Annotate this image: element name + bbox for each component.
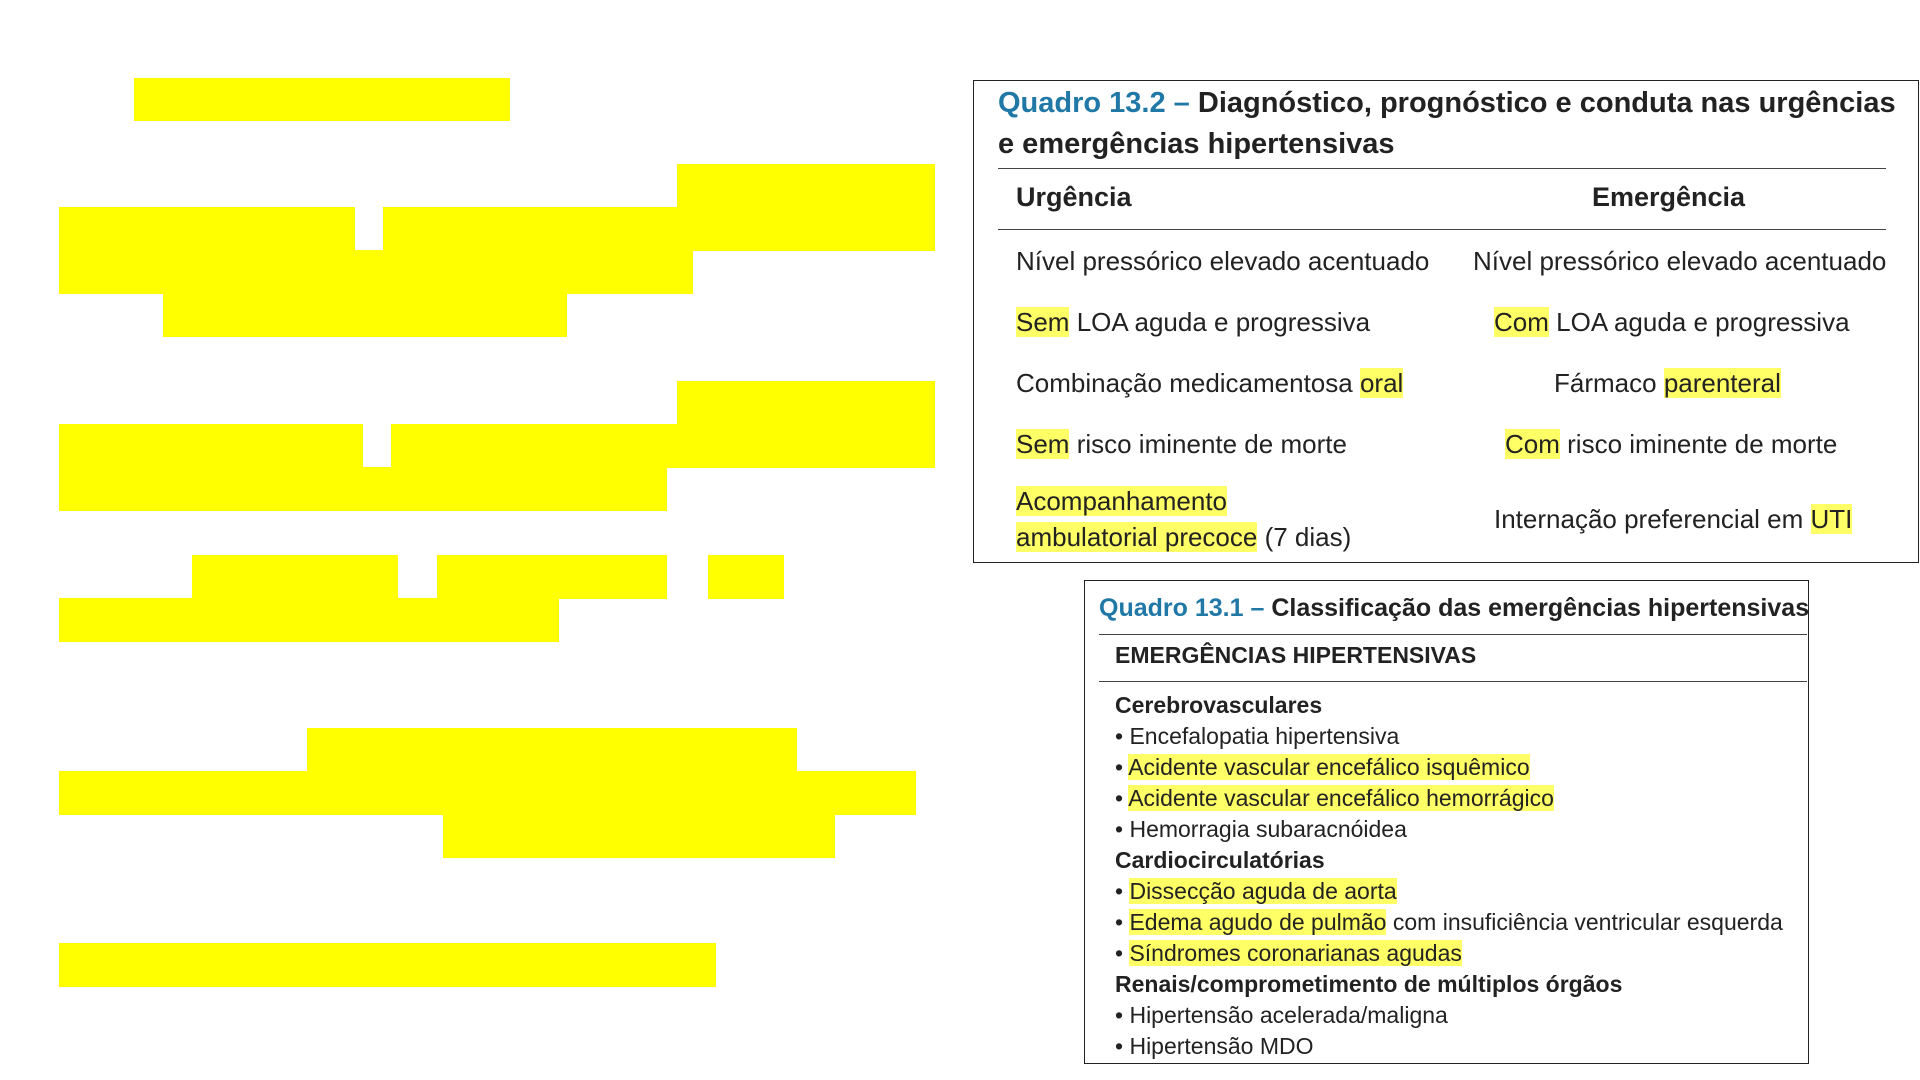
highlighted-text: ambulatorial precoce	[1016, 522, 1258, 552]
redacted-line	[192, 555, 398, 599]
quadro-13-1-title-text: Classificação das emergências hipertensivas	[1271, 594, 1810, 622]
header-rule	[998, 229, 1886, 230]
column-header-urgencia: Urgência	[1016, 182, 1132, 212]
cell-text: Nível pressórico elevado acentuado	[1473, 246, 1887, 276]
table-row-3-emergencia	[1554, 365, 1781, 401]
quadro-13-2-number: Quadro 13.2 –	[998, 87, 1190, 119]
table-row-4-emergencia	[1505, 426, 1837, 462]
table-row-5-urgencia	[1016, 483, 1351, 555]
cell-text: (7 dias)	[1257, 522, 1352, 552]
bullet: •	[1115, 723, 1124, 749]
bullet: •	[1115, 909, 1124, 935]
list-item	[1115, 878, 1397, 905]
cell-text: LOA aguda e progressiva	[1548, 307, 1850, 337]
redacted-line	[59, 207, 355, 251]
highlighted-text: Com	[1494, 307, 1549, 337]
table-row-5-emergencia	[1494, 501, 1852, 537]
group-cardiocirculatorias: Cardiocirculatórias	[1115, 847, 1325, 873]
section-header: EMERGÊNCIAS HIPERTENSIVAS	[1115, 642, 1477, 668]
redacted-line	[59, 771, 916, 815]
quadro-13-2-title	[998, 83, 1898, 165]
quadro-13-2-table	[973, 80, 1919, 563]
redacted-line	[59, 467, 667, 511]
highlighted-text: Acidente vascular encefálico isquêmico	[1128, 754, 1530, 780]
list-item	[1115, 1002, 1448, 1029]
item-text: Hemorragia subaracnóidea	[1129, 816, 1407, 842]
bullet: •	[1115, 785, 1124, 811]
cell-text: risco iminente de morte	[1559, 429, 1838, 459]
quadro-13-1-title	[1099, 591, 1809, 625]
redacted-line	[443, 814, 835, 858]
redacted-line	[708, 555, 784, 599]
redacted-line	[59, 250, 693, 294]
highlighted-text: Com	[1505, 429, 1560, 459]
list-item	[1115, 785, 1554, 812]
group-cerebrovasculares: Cerebrovasculares	[1115, 692, 1323, 718]
redacted-line	[163, 293, 567, 337]
highlighted-text: Dissecção aguda de aorta	[1129, 878, 1397, 904]
highlighted-text: Acidente vascular encefálico hemorrágico	[1128, 785, 1554, 811]
redacted-line	[677, 381, 935, 425]
list-item	[1115, 723, 1399, 750]
list-item	[1115, 1033, 1314, 1060]
quadro-13-1-table	[1084, 580, 1809, 1064]
highlighted-text: Síndromes coronarianas agudas	[1129, 940, 1462, 966]
cell-text: risco iminente de morte	[1069, 429, 1347, 459]
bullet: •	[1115, 816, 1124, 842]
table-row-2-emergencia	[1494, 304, 1850, 340]
item-text: Hipertensão acelerada/maligna	[1129, 1002, 1448, 1028]
redacted-line	[677, 164, 935, 208]
list-item	[1115, 754, 1530, 781]
item-text: Encefalopatia hipertensiva	[1129, 723, 1400, 749]
column-header-emergencia: Emergência	[1592, 182, 1746, 212]
table-row-1-emergencia	[1473, 243, 1886, 279]
group-renais: Renais/comprometimento de múltiplos órgãos	[1115, 971, 1623, 997]
cell-text: Combinação medicamentosa	[1016, 368, 1360, 398]
title-rule	[998, 168, 1886, 169]
item-text: Hipertensão MDO	[1129, 1033, 1314, 1059]
header-rule	[1099, 681, 1807, 682]
redacted-line	[307, 728, 797, 772]
cell-text: Internação preferencial em	[1494, 504, 1811, 534]
table-row-3-urgencia	[1016, 365, 1403, 401]
bullet: •	[1115, 1002, 1124, 1028]
highlighted-text: Sem	[1016, 307, 1070, 337]
bullet: •	[1115, 940, 1124, 966]
redacted-line	[59, 424, 363, 468]
cell-text: Nível pressórico elevado acentuado	[1016, 246, 1430, 276]
list-item	[1115, 909, 1783, 936]
title-rule	[1099, 634, 1807, 635]
table-row-2-urgencia	[1016, 304, 1370, 340]
cell-text: Fármaco	[1554, 368, 1664, 398]
redacted-line	[59, 598, 559, 642]
bullet: •	[1115, 878, 1124, 904]
quadro-13-2-title-text: Diagnóstico, prognóstico e conduta nas urgências e emergências hipertensivas	[998, 87, 1896, 160]
highlighted-text: oral	[1359, 368, 1404, 398]
highlighted-text: UTI	[1810, 504, 1853, 534]
highlighted-text: Sem	[1016, 429, 1070, 459]
highlighted-text: parenteral	[1663, 368, 1781, 398]
bullet: •	[1115, 1033, 1124, 1059]
redacted-heading	[134, 78, 510, 121]
list-item	[1115, 816, 1407, 843]
redacted-line	[391, 424, 935, 468]
redacted-line	[383, 207, 935, 251]
highlighted-text: Acompanhamento	[1016, 486, 1228, 516]
table-row-1-urgencia	[1016, 243, 1429, 279]
redacted-line	[437, 555, 667, 599]
highlighted-text: Edema agudo de pulmão	[1129, 909, 1387, 935]
list-item	[1115, 940, 1462, 967]
table-row-4-urgencia	[1016, 426, 1347, 462]
redacted-line	[59, 943, 716, 987]
cell-text: LOA aguda e progressiva	[1069, 307, 1371, 337]
quadro-13-1-number: Quadro 13.1 –	[1099, 594, 1265, 622]
bullet: •	[1115, 754, 1124, 780]
item-text: com insuficiência ventricular esquerda	[1386, 909, 1783, 935]
